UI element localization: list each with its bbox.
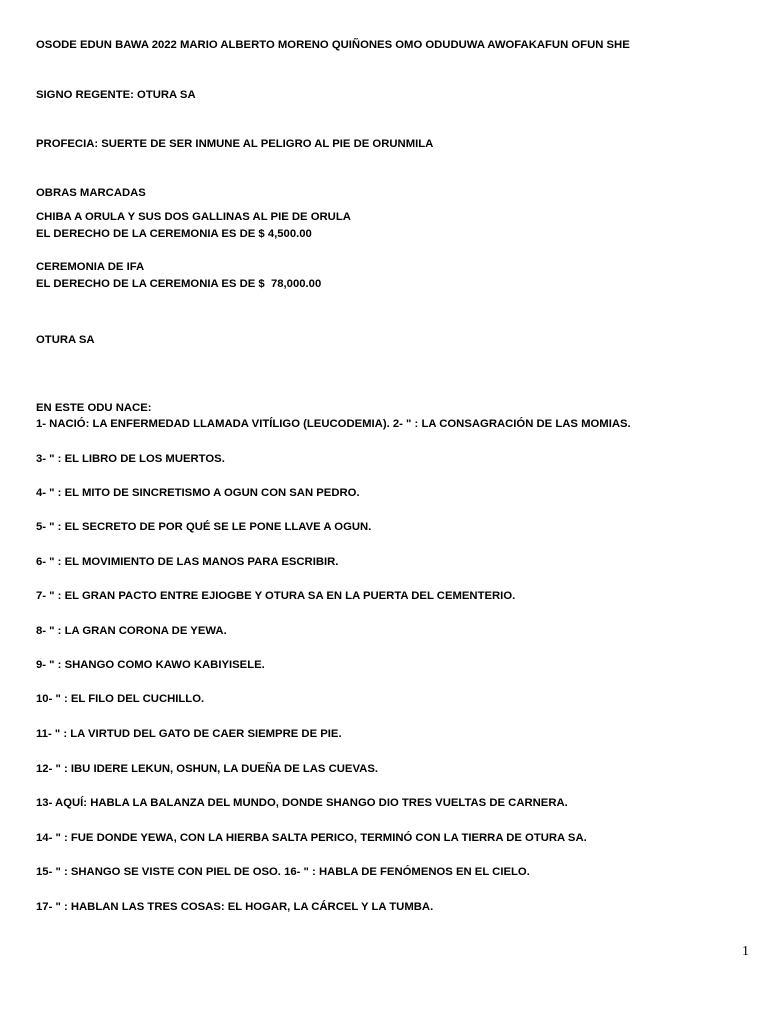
- list-item: 7- " : EL GRAN PACTO ENTRE EJIOGBE Y OTURA SA EN LA PUERTA DEL CEMENTERIO.: [36, 590, 516, 602]
- list-item: 12- " : IBU IDERE LEKUN, OSHUN, LA DUEÑA DE LAS CUEVAS.: [36, 763, 378, 775]
- list-item: 3- " : EL LIBRO DE LOS MUERTOS.: [36, 453, 225, 465]
- births-heading: EN ESTE ODU NACE:: [36, 402, 152, 414]
- work-2-line-2: EL DERECHO DE LA CEREMONIA ES DE $ 78,000.00: [36, 278, 322, 290]
- work-1-line-2: EL DERECHO DE LA CEREMONIA ES DE $ 4,500.00: [36, 228, 312, 240]
- list-item: 13- AQUÍ: HABLA LA BALANZA DEL MUNDO, DONDE SHANGO DIO TRES VUELTAS DE CARNERA.: [36, 797, 568, 809]
- list-item: 5- " : EL SECRETO DE POR QUÉ SE LE PONE LLAVE A OGUN.: [36, 521, 372, 533]
- list-item: 8- " : LA GRAN CORONA DE YEWA.: [36, 625, 227, 637]
- list-item: 9- " : SHANGO COMO KAWO KABIYISELE.: [36, 659, 265, 671]
- list-item: 10- " : EL FILO DEL CUCHILLO.: [36, 693, 205, 705]
- list-item: 11- " : LA VIRTUD DEL GATO DE CAER SIEMPRE DE PIE.: [36, 728, 342, 740]
- list-item: 14- " : FUE DONDE YEWA, CON LA HIERBA SALTA PERICO, TERMINÓ CON LA TIERRA DE OTURA SA.: [36, 832, 587, 844]
- work-1-line-1: CHIBA A ORULA Y SUS DOS GALLINAS AL PIE DE ORULA: [36, 211, 351, 223]
- list-item: 4- " : EL MITO DE SINCRETISMO A OGUN CON SAN PEDRO.: [36, 487, 360, 499]
- list-item: 15- " : SHANGO SE VISTE CON PIEL DE OSO. 16- " : HABLA DE FENÓMENOS EN EL CIELO.: [36, 866, 530, 878]
- page-number: 1: [742, 944, 749, 959]
- list-item: 1- NACIÓ: LA ENFERMEDAD LLAMADA VITÍLIGO (LEUCODEMIA). 2- " : LA CONSAGRACIÓN DE LAS MOMIAS.: [36, 418, 631, 430]
- regent-sign: SIGNO REGENTE: OTURA SA: [36, 89, 196, 101]
- prophecy: PROFECIA: SUERTE DE SER INMUNE AL PELIGRO AL PIE DE ORUNMILA: [36, 138, 434, 150]
- document-title: OSODE EDUN BAWA 2022 MARIO ALBERTO MORENO QUIÑONES OMO ODUDUWA AWOFAKAFUN OFUN SHE: [36, 39, 630, 51]
- odu-name: OTURA SA: [36, 334, 95, 346]
- work-2-line-1: CEREMONIA DE IFA: [36, 261, 145, 273]
- works-heading: OBRAS MARCADAS: [36, 187, 146, 199]
- list-item: 6- " : EL MOVIMIENTO DE LAS MANOS PARA ESCRIBIR.: [36, 556, 339, 568]
- list-item: 17- " : HABLAN LAS TRES COSAS: EL HOGAR, LA CÁRCEL Y LA TUMBA.: [36, 901, 434, 913]
